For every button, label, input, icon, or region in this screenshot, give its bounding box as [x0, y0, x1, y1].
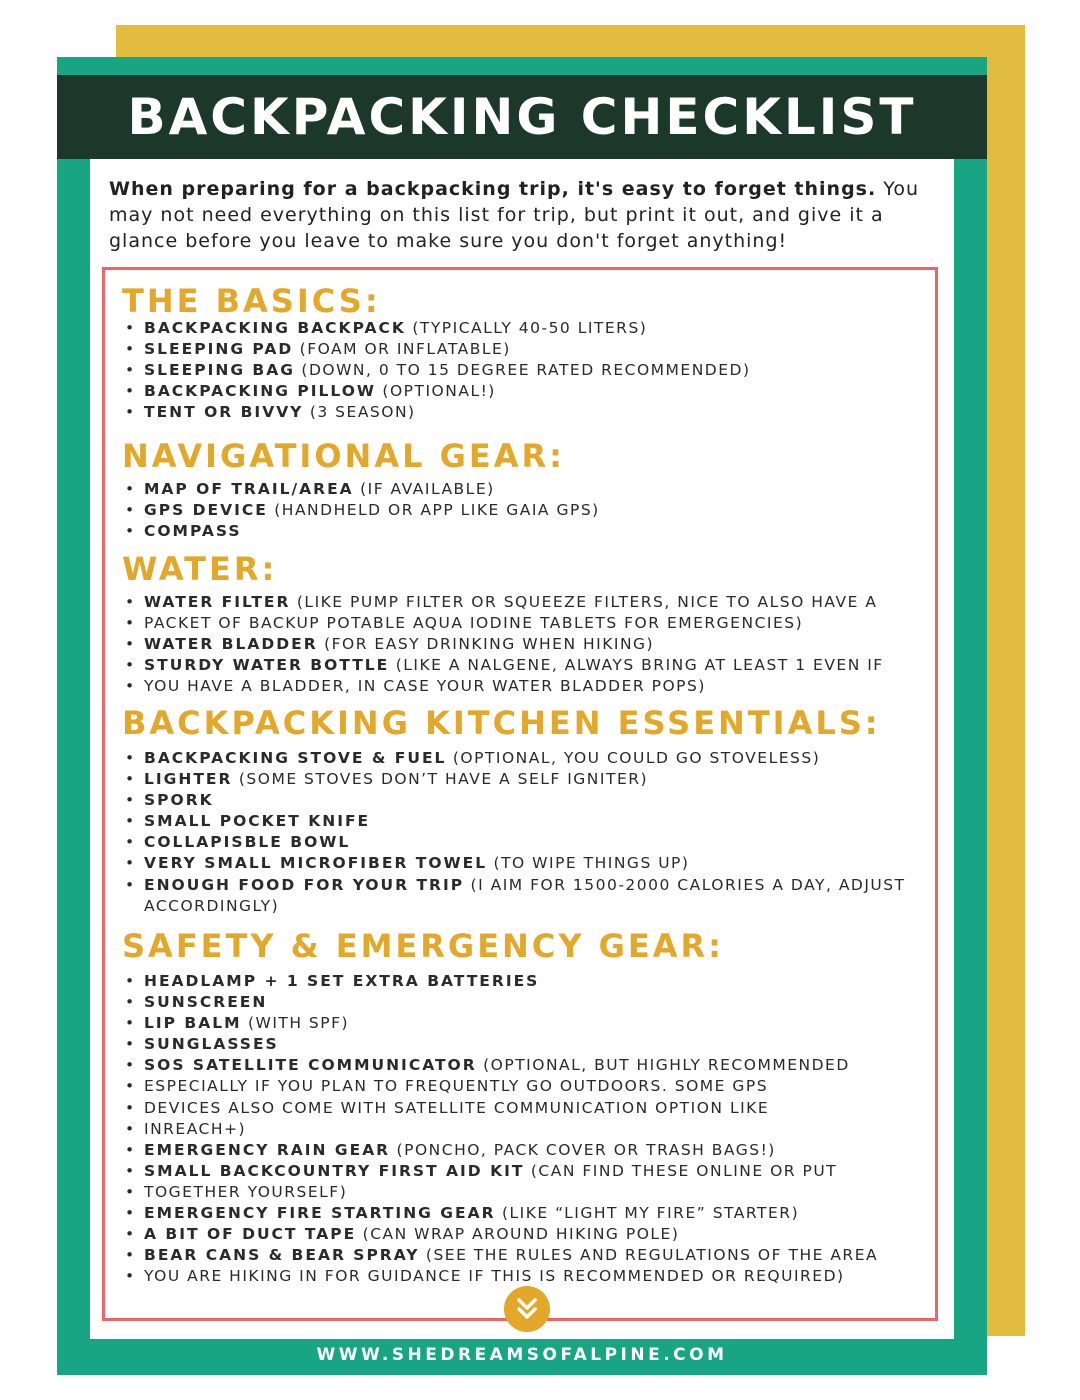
checklist-item: [122, 1203, 922, 1224]
checklist-item: [122, 1055, 922, 1076]
checklist-item: [122, 521, 922, 542]
checklist-item: [122, 381, 922, 402]
intro-line2: may not need everything on this list for trip, but print it out, and give it a: [109, 204, 884, 226]
item-name: SMALL BACKCOUNTRY FIRST AID KIT: [144, 1161, 525, 1180]
checklist-item: [122, 318, 922, 339]
checklist-item: [122, 811, 922, 832]
checklist-item: [122, 479, 922, 500]
item-note: (CAN WRAP AROUND HIKING POLE): [356, 1225, 680, 1244]
item-note: (OPTIONAL, YOU COULD GO STOVELESS): [446, 749, 821, 767]
checklist-item-continuation: ACCORDINGLY): [144, 896, 280, 915]
intro-line1-rest: You: [876, 178, 919, 200]
item-note: (FOAM OR INFLATABLE): [293, 340, 511, 359]
checklist-item: [122, 613, 922, 634]
intro-line3: glance before you leave to make sure you don't forget anything!: [109, 230, 788, 252]
logo: [504, 1286, 550, 1332]
footer-url[interactable]: WWW.SHEDREAMSOFALPINE.COM: [316, 1345, 728, 1365]
checklist-item: [122, 634, 922, 655]
intro-text: [109, 176, 939, 254]
section-heading: THE BASICS:: [122, 282, 381, 320]
checklist-item: [122, 1034, 922, 1055]
section-3: [122, 704, 922, 917]
checklist-item: [122, 992, 922, 1013]
item-name: SUNGLASSES: [144, 1035, 279, 1054]
item-note: TOGETHER YOURSELF): [144, 1182, 348, 1201]
item-name: LIP BALM: [144, 1014, 242, 1033]
item-note: (SOME STOVES DON’T HAVE A SELF IGNITER): [232, 770, 649, 789]
item-name: SLEEPING BAG: [144, 361, 295, 380]
checklist-item: [122, 1182, 922, 1203]
item-note: (HANDHELD OR APP LIKE GAIA GPS): [267, 501, 600, 520]
section-2: [122, 550, 922, 697]
item-name: BACKPACKING PILLOW: [144, 382, 376, 401]
item-name: WATER BLADDER: [144, 635, 318, 654]
item-note: (TO WIPE THINGS UP): [487, 854, 690, 873]
item-name: COMPASS: [144, 522, 242, 541]
checklist-item: [122, 1076, 922, 1097]
checklist: [122, 748, 922, 917]
item-note: (I AIM FOR 1500-2000 CALORIES A DAY, ADJUST: [464, 875, 906, 894]
item-name: SOS SATELLITE COMMUNICATOR: [144, 1056, 477, 1075]
checklist-item: [122, 1245, 922, 1266]
checklist-item: [122, 748, 922, 769]
checklist: [122, 971, 922, 1287]
checklist-item: [122, 875, 922, 896]
checklist-item: [122, 1119, 922, 1140]
item-note: (LIKE “LIGHT MY FIRE” STARTER): [495, 1204, 800, 1223]
item-note: ESPECIALLY IF YOU PLAN TO FREQUENTLY GO OUTDOORS. SOME GPS: [144, 1077, 769, 1096]
item-note: YOU ARE HIKING IN FOR GUIDANCE IF THIS IS RECOMMENDED OR REQUIRED): [144, 1267, 845, 1286]
intro-bold: When preparing for a backpacking trip, it's easy to forget things.: [109, 178, 877, 200]
checklist-item: [122, 676, 922, 697]
checklist: [122, 318, 922, 423]
checklist-item: [122, 971, 922, 992]
item-name: SLEEPING PAD: [144, 340, 294, 359]
checklist-item: [122, 1224, 922, 1245]
item-name: LIGHTER: [144, 770, 233, 789]
checklist-item: [122, 592, 922, 613]
item-note: (OPTIONAL!): [375, 382, 496, 401]
item-note: (PONCHO, PACK COVER OR TRASH BAGS!): [390, 1140, 776, 1159]
checklist-item: [122, 500, 922, 521]
checklist-item: [122, 790, 922, 811]
item-name: WATER FILTER: [144, 593, 291, 611]
section-heading: NAVIGATIONAL GEAR:: [122, 437, 565, 475]
checklist-item: [122, 339, 922, 360]
checklist-item: [122, 1140, 922, 1161]
item-note: (FOR EASY DRINKING WHEN HIKING): [317, 635, 655, 654]
item-name: COLLAPISBLE BOWL: [144, 833, 351, 852]
item-name: BEAR CANS & BEAR SPRAY: [144, 1246, 420, 1265]
item-name: EMERGENCY FIRE STARTING GEAR: [144, 1204, 496, 1223]
item-name: ENOUGH FOOD FOR YOUR TRIP: [144, 875, 465, 894]
item-name: A BIT OF DUCT TAPE: [144, 1225, 357, 1244]
section-4: [122, 927, 922, 1287]
item-note: YOU HAVE A BLADDER, IN CASE YOUR WATER BLADDER POPS): [144, 677, 706, 696]
item-note: (WITH SPF): [241, 1014, 350, 1033]
checklist-item: [122, 1266, 922, 1287]
item-name: GPS DEVICE: [144, 501, 268, 520]
item-note: (CAN FIND THESE ONLINE OR PUT: [524, 1161, 838, 1180]
checklist-item: [122, 832, 922, 853]
item-note: (OPTIONAL, BUT HIGHLY RECOMMENDED: [476, 1056, 850, 1075]
item-name: EMERGENCY RAIN GEAR: [144, 1140, 391, 1159]
item-note: (DOWN, 0 TO 15 DEGREE RATED RECOMMENDED): [294, 361, 751, 380]
item-name: MAP OF TRAIL/AREA: [144, 480, 354, 498]
checklist-item: [122, 853, 922, 874]
checklist-item: [122, 1013, 922, 1034]
checklist-item: [122, 769, 922, 790]
item-note: (LIKE PUMP FILTER OR SQUEEZE FILTERS, NICE TO ALSO HAVE A: [290, 593, 878, 611]
item-name: HEADLAMP + 1 SET EXTRA BATTERIES: [144, 972, 540, 990]
item-note: (3 SEASON): [303, 403, 416, 422]
item-name: BACKPACKING STOVE & FUEL: [144, 749, 447, 767]
item-name: BACKPACKING BACKPACK: [144, 319, 406, 337]
item-note: INREACH+): [144, 1119, 247, 1138]
section-heading: BACKPACKING KITCHEN ESSENTIALS:: [122, 704, 881, 742]
checklist: [122, 479, 922, 542]
checklist-item: [122, 1098, 922, 1119]
checklist-item: [122, 402, 922, 423]
item-name: SUNSCREEN: [144, 993, 268, 1012]
checklist-item: [122, 360, 922, 381]
checklist-item: [122, 655, 922, 676]
checklist: [122, 592, 922, 697]
item-note: DEVICES ALSO COME WITH SATELLITE COMMUNICATION OPTION LIKE: [144, 1098, 770, 1117]
item-name: TENT OR BIVVY: [144, 403, 304, 422]
double-chevron-down-icon: [513, 1295, 541, 1323]
item-note: (SEE THE RULES AND REGULATIONS OF THE AREA: [419, 1246, 879, 1265]
item-note: (IF AVAILABLE): [353, 480, 495, 498]
item-note: PACKET OF BACKUP POTABLE AQUA IODINE TABLETS FOR EMERGENCIES): [144, 614, 804, 633]
checklist-item: [122, 1161, 922, 1182]
section-heading: WATER:: [122, 550, 278, 588]
section-0: [122, 282, 922, 423]
item-note: (LIKE A NALGENE, ALWAYS BRING AT LEAST 1 EVEN IF: [389, 656, 884, 675]
section-1: [122, 437, 922, 542]
item-name: STURDY WATER BOTTLE: [144, 656, 390, 675]
section-heading: SAFETY & EMERGENCY GEAR:: [122, 927, 724, 965]
item-name: SPORK: [144, 791, 214, 810]
item-name: SMALL POCKET KNIFE: [144, 812, 371, 831]
page-title: BACKPACKING CHECKLIST: [127, 88, 917, 146]
item-note: (TYPICALLY 40-50 LITERS): [405, 319, 648, 337]
item-name: VERY SMALL MICROFIBER TOWEL: [144, 854, 488, 873]
title-bar: [57, 75, 987, 159]
